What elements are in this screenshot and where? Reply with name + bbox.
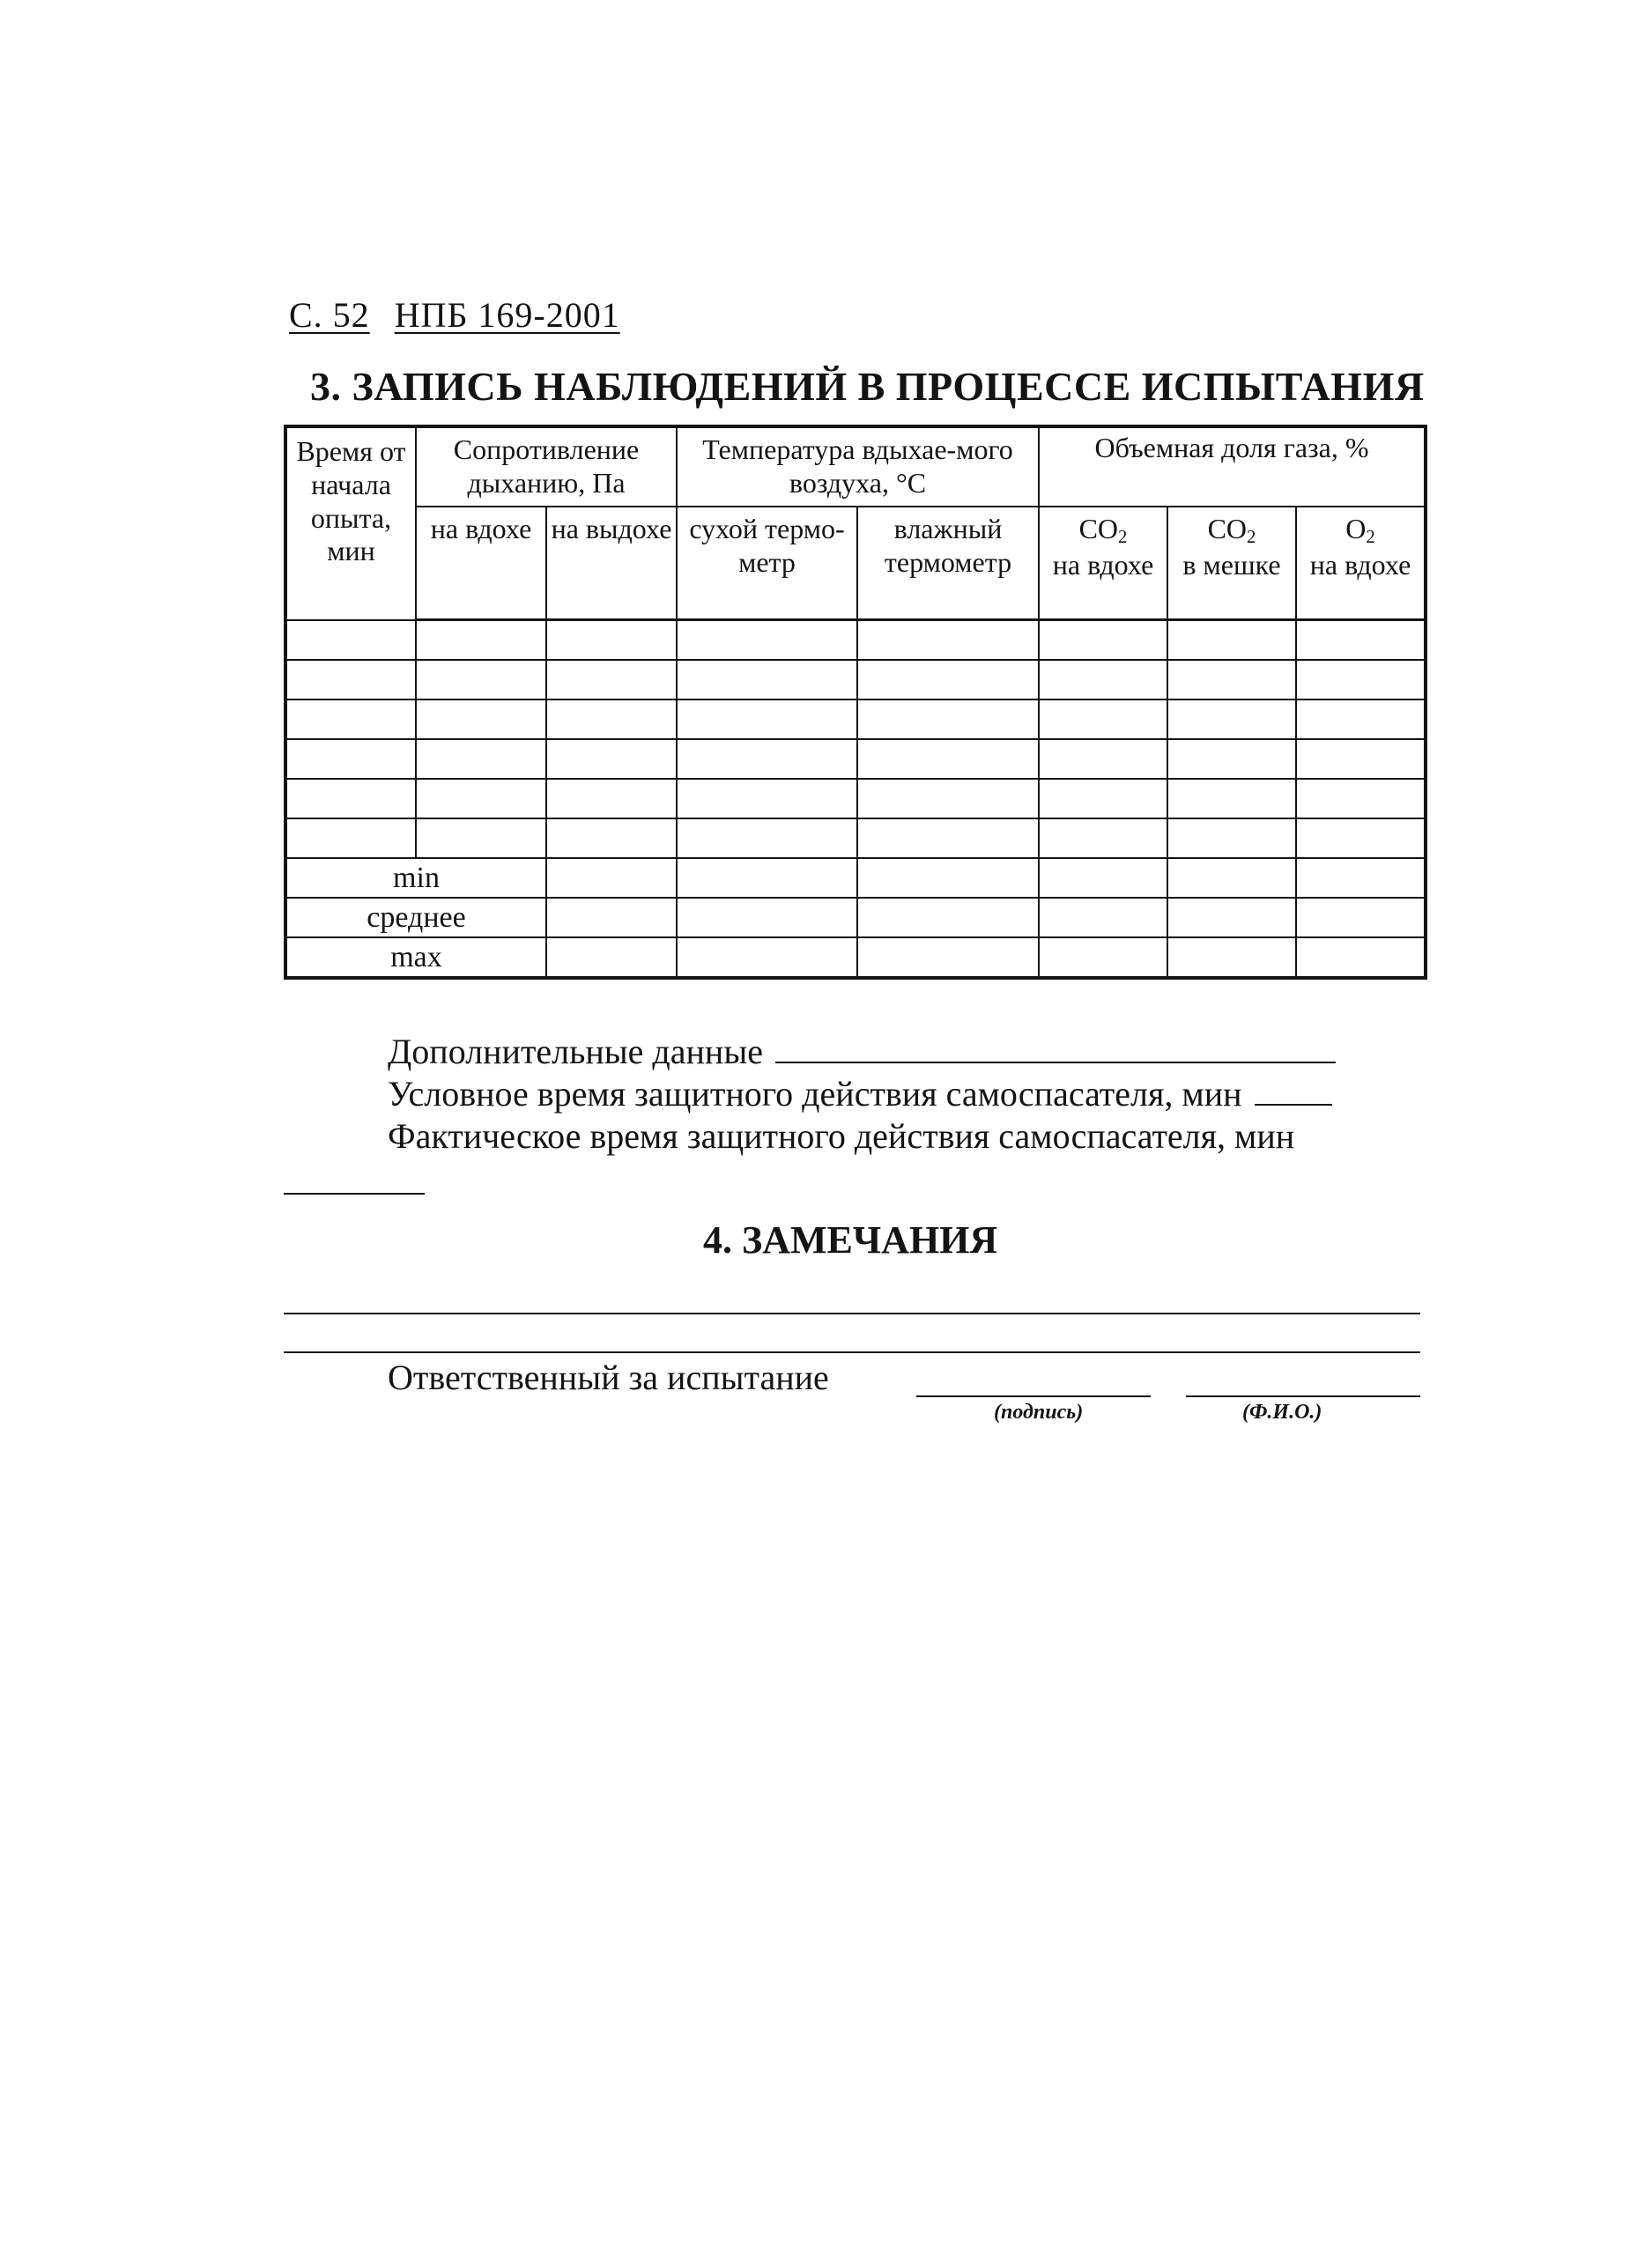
table-cell (416, 779, 546, 818)
table-cell (1296, 699, 1426, 739)
table-cell (1296, 660, 1426, 699)
table-cell (1039, 818, 1167, 858)
actual-time-blank[interactable] (284, 1193, 425, 1195)
additional-data-label: Дополнительные данные (388, 1032, 763, 1071)
table-cell (677, 660, 857, 699)
table-cell (285, 699, 416, 739)
table-row (285, 779, 1426, 818)
additional-data-line (388, 1031, 1336, 1072)
table-cell (1167, 937, 1296, 978)
header-o2-inhale: $O_2$ на вдохе (1296, 507, 1426, 620)
observations-table (284, 425, 1427, 980)
table-cell (857, 937, 1039, 978)
document-code: НПБ 169-2001 (394, 295, 620, 335)
table-cell (285, 779, 416, 818)
table-cell (285, 620, 416, 661)
header-resistance-inhale: на вдохе (416, 507, 546, 620)
table-cell (1296, 858, 1426, 898)
responsible-label: Ответственный за испытание (388, 1358, 829, 1397)
table-cell (546, 739, 677, 779)
header-wet-thermometer: влажный термометр (857, 507, 1039, 620)
table-cell (1296, 818, 1426, 858)
table-cell (677, 620, 857, 661)
section-3-title: 3. ЗАПИСЬ НАБЛЮДЕНИЙ В ПРОЦЕССЕ ИСПЫТАНИЯ (310, 364, 1425, 409)
table-cell (857, 699, 1039, 739)
actual-time-line (388, 1115, 1294, 1157)
header-resistance-exhale: на выдохе (546, 507, 677, 620)
section-4-title: 4. ЗАМЕЧАНИЯ (703, 1218, 998, 1262)
table-cell (677, 779, 857, 818)
additional-data-blank[interactable] (775, 1061, 1336, 1063)
table-cell (1296, 739, 1426, 779)
table-cell (546, 779, 677, 818)
table-cell (677, 818, 857, 858)
table-row (285, 818, 1426, 858)
remarks-line-1[interactable] (284, 1313, 1420, 1314)
table-cell (1167, 898, 1296, 937)
header-co2-bag: $CO_2$ в мешке (1167, 507, 1296, 620)
table-cell (546, 858, 677, 898)
table-cell (677, 898, 857, 937)
table-row (285, 620, 1426, 661)
header-inhaled-air-temperature: Температура вдыхае-мого воздуха, °С (677, 426, 1039, 507)
table-cell (1296, 898, 1426, 937)
table-cell (857, 779, 1039, 818)
header-gas-volume-fraction: Объемная доля газа, % (1039, 426, 1426, 507)
table-cell (1039, 898, 1167, 937)
table-cell (416, 818, 546, 858)
header-co2-inhale: $CO_2$ на вдохе (1039, 507, 1167, 620)
actual-time-label: Фактическое время защитного действия самоспасателя, мин (388, 1116, 1295, 1156)
table-cell (1039, 699, 1167, 739)
table-cell (416, 620, 546, 661)
table-cell (1167, 818, 1296, 858)
table-cell (1167, 699, 1296, 739)
header-breathing-resistance: Сопротивление дыханию, Па (416, 426, 677, 507)
table-cell (546, 937, 677, 978)
table-cell (285, 739, 416, 779)
table-cell (546, 898, 677, 937)
table-cell (677, 699, 857, 739)
row-label-average: среднее (285, 898, 546, 937)
nominal-time-line (388, 1073, 1332, 1114)
table-cell (416, 660, 546, 699)
table-cell (1039, 858, 1167, 898)
header-time: Время от начала опыта, мин (285, 426, 416, 620)
table-cell (677, 739, 857, 779)
full-name-caption: (Ф.И.О.) (1242, 1401, 1322, 1424)
table-cell (677, 858, 857, 898)
table-cell (1039, 620, 1167, 661)
table-cell (857, 739, 1039, 779)
table-cell (416, 699, 546, 739)
table-cell (1296, 620, 1426, 661)
signature-blank[interactable] (916, 1395, 1151, 1397)
table-cell (285, 818, 416, 858)
table-cell (1039, 739, 1167, 779)
table-row-average (285, 898, 1426, 937)
nominal-time-blank[interactable] (1255, 1103, 1332, 1106)
table-cell (1039, 660, 1167, 699)
table-cell (857, 898, 1039, 937)
table-cell (1167, 858, 1296, 898)
signature-caption: (подпись) (994, 1401, 1084, 1424)
table-cell (285, 660, 416, 699)
table-cell (1167, 620, 1296, 661)
table-cell (1167, 660, 1296, 699)
table-cell (1296, 937, 1426, 978)
table-row (285, 699, 1426, 739)
full-name-blank[interactable] (1186, 1395, 1420, 1397)
table-row-max (285, 937, 1426, 978)
table-cell (546, 699, 677, 739)
table-cell (546, 660, 677, 699)
table-row-min (285, 858, 1426, 898)
table-cell (1167, 739, 1296, 779)
row-label-min: min (285, 858, 546, 898)
table-row (285, 660, 1426, 699)
table-cell (1167, 779, 1296, 818)
nominal-time-label: Условное время защитного действия самоспасателя, мин (388, 1074, 1242, 1114)
header-dry-thermometer: сухой термо-метр (677, 507, 857, 620)
table-cell (1039, 937, 1167, 978)
table-cell (546, 818, 677, 858)
table-cell (857, 858, 1039, 898)
table-row (285, 739, 1426, 779)
table-cell (857, 818, 1039, 858)
table-cell (677, 937, 857, 978)
table-cell (546, 620, 677, 661)
table-cell (416, 739, 546, 779)
table-cell (1296, 779, 1426, 818)
remarks-line-2[interactable] (284, 1351, 1420, 1353)
page-header (289, 296, 620, 335)
page-number: С. 52 (289, 295, 370, 335)
table-cell (1039, 779, 1167, 818)
table-cell (857, 620, 1039, 661)
table-cell (857, 660, 1039, 699)
row-label-max: max (285, 937, 546, 978)
